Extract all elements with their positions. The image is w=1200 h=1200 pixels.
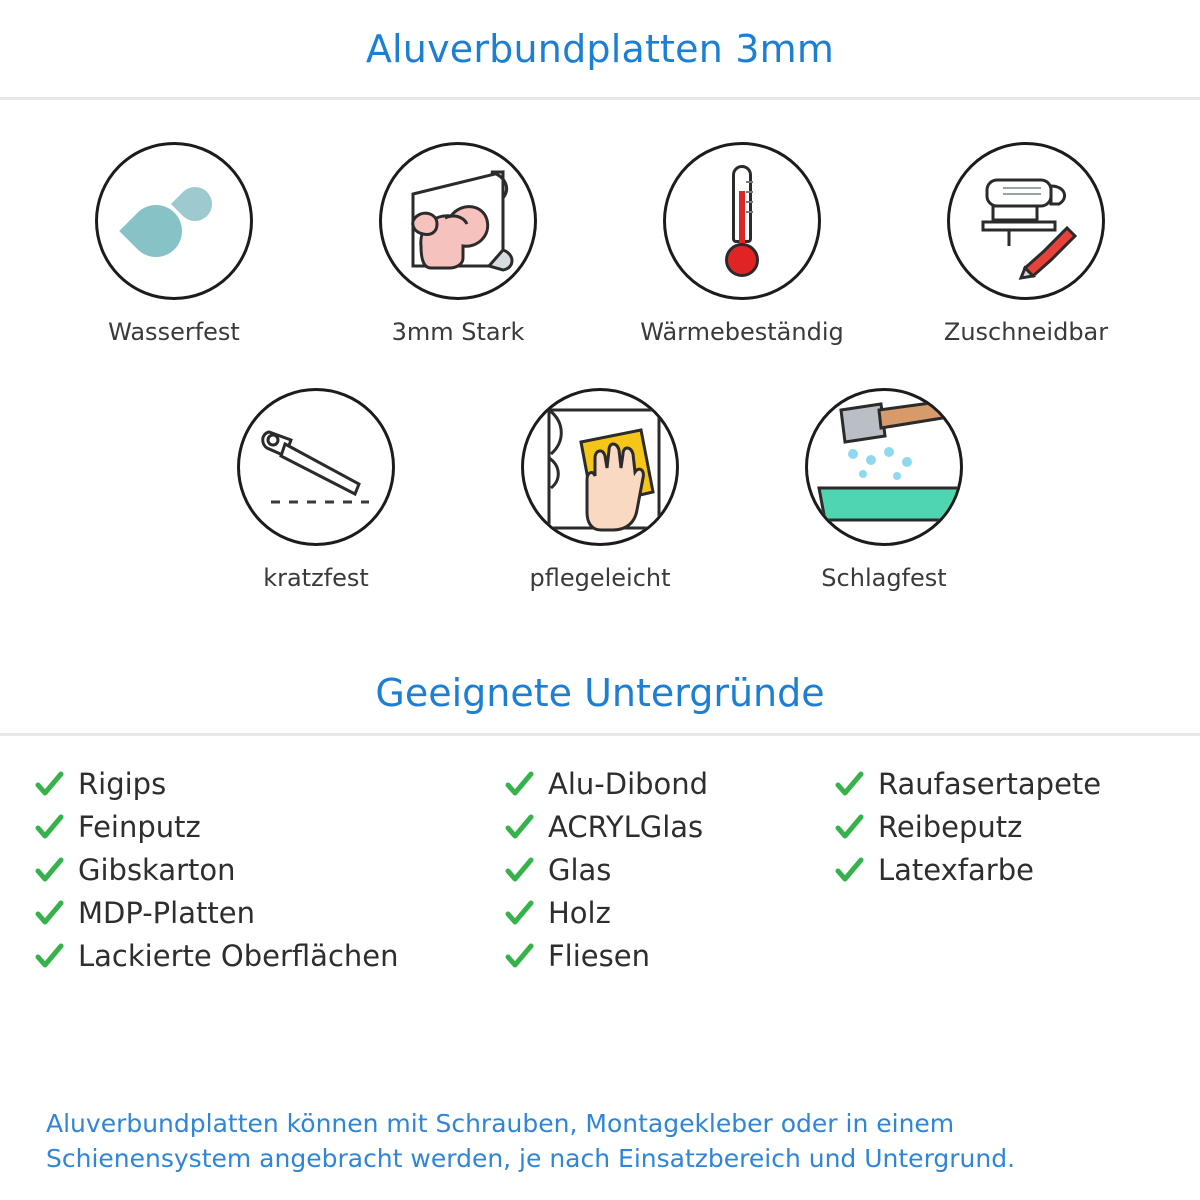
list-item xyxy=(834,848,1164,891)
list-item-label: Latexfarbe xyxy=(878,852,1034,887)
feature-label: 3mm Stark xyxy=(391,318,525,346)
feature-row-2 xyxy=(0,388,1200,592)
page-title: Aluverbundplatten 3mm xyxy=(365,26,835,71)
feature-wasserfest xyxy=(81,142,267,346)
list-item xyxy=(34,805,504,848)
list-item-label: Fliesen xyxy=(548,938,650,973)
feature-icon-circle xyxy=(95,142,253,300)
check-icon xyxy=(834,769,864,799)
feature-kratzfest xyxy=(223,388,409,592)
list-item xyxy=(504,848,834,891)
list-item xyxy=(504,762,834,805)
list-item-label: Raufasertapete xyxy=(878,766,1102,801)
feature-3mm-stark xyxy=(365,142,551,346)
feature-pflegeleicht xyxy=(507,388,693,592)
list-item xyxy=(834,805,1164,848)
footnote-text: Aluverbundplatten können mit Schrauben, Montagekleber oder in einem Schienensystem angebracht werden, je nach Einsatzbereich und Untergrund. xyxy=(46,1109,1016,1173)
feature-icon-circle xyxy=(521,388,679,546)
list-item-label: MDP-Platten xyxy=(78,895,255,930)
check-icon xyxy=(34,898,64,928)
list-item-label: Holz xyxy=(548,895,611,930)
check-icon xyxy=(834,855,864,885)
hammer-impact-icon xyxy=(805,388,963,546)
list-item xyxy=(504,805,834,848)
check-icon xyxy=(504,855,534,885)
list-item-label: Glas xyxy=(548,852,612,887)
list-item xyxy=(34,848,504,891)
feature-label: Zuschneidbar xyxy=(943,318,1109,346)
feature-waermebestaendig xyxy=(640,142,844,346)
list-item xyxy=(504,891,834,934)
list-item-label: Rigips xyxy=(78,766,167,801)
substrate-column-3 xyxy=(834,762,1164,977)
list-item-label: Alu-Dibond xyxy=(548,766,709,801)
check-icon xyxy=(504,898,534,928)
list-item-label: Lackierte Oberflächen xyxy=(78,938,399,973)
check-icon xyxy=(34,941,64,971)
feature-row-1 xyxy=(0,142,1200,346)
list-item xyxy=(34,891,504,934)
check-icon xyxy=(504,769,534,799)
list-item-label: Gibskarton xyxy=(78,852,236,887)
feature-icon-circle xyxy=(663,142,821,300)
check-icon xyxy=(34,769,64,799)
substrate-column-1 xyxy=(34,762,504,977)
feature-label: kratzfest xyxy=(263,564,369,592)
muscle-arm-icon xyxy=(379,142,537,300)
feature-icon-circle xyxy=(237,388,395,546)
feature-zuschneidbar xyxy=(933,142,1119,346)
list-item xyxy=(834,762,1164,805)
thermometer-icon xyxy=(720,165,764,277)
feature-schlagfest xyxy=(791,388,977,592)
list-item xyxy=(34,934,504,977)
water-drops-icon xyxy=(124,175,224,267)
feature-label: Wärmebeständig xyxy=(640,318,844,346)
list-item xyxy=(504,934,834,977)
title-block xyxy=(0,0,1200,100)
check-icon xyxy=(834,812,864,842)
saw-scratch-icon xyxy=(237,388,395,546)
substrate-column-2 xyxy=(504,762,834,977)
feature-label: Schlagfest xyxy=(821,564,947,592)
list-item xyxy=(34,762,504,805)
feature-icon-circle xyxy=(379,142,537,300)
check-icon xyxy=(34,812,64,842)
check-icon xyxy=(504,812,534,842)
list-item-label: ACRYLGlas xyxy=(548,809,704,844)
subtitle-block xyxy=(0,652,1200,736)
check-icon xyxy=(34,855,64,885)
jigsaw-cutter-icon xyxy=(947,142,1105,300)
section-title-substrates: Geeignete Untergründe xyxy=(375,670,825,715)
substrate-lists xyxy=(0,736,1200,977)
list-item-label: Feinputz xyxy=(78,809,201,844)
feature-icon-circle xyxy=(805,388,963,546)
feature-grid xyxy=(0,100,1200,592)
list-item-label: Reibeputz xyxy=(878,809,1023,844)
check-icon xyxy=(504,941,534,971)
cleaning-cloth-hand-icon xyxy=(521,388,679,546)
feature-label: pflegeleicht xyxy=(529,564,671,592)
feature-icon-circle xyxy=(947,142,1105,300)
feature-label: Wasserfest xyxy=(108,318,240,346)
